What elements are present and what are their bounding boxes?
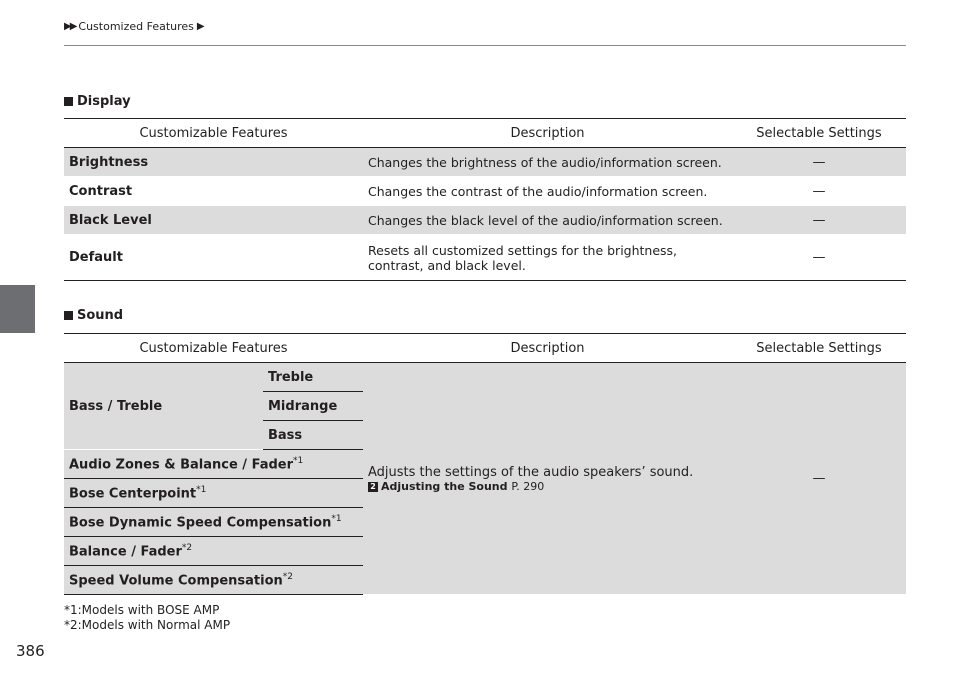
table-row: Balance / Fader$^{*2}$ [64, 537, 906, 566]
table-row: Bass [64, 421, 906, 450]
header-divider [64, 45, 906, 46]
table-row: Midrange [64, 392, 906, 421]
reference-arrow-icon: 2 [368, 482, 378, 492]
table-row: Default Resets all customized settings for the brightness, contrast, and black level. — [64, 235, 906, 281]
table-row: Contrast Changes the contrast of the audio/information screen. — [64, 177, 906, 206]
cross-reference[interactable]: 2 Adjusting the Sound P. 290 [368, 480, 732, 493]
sound-description: Adjusts the settings of the audio speakers’ sound. 2 Adjusting the Sound P. 290 [363, 363, 732, 595]
table-row: Bass / Treble Treble Adjusts the settings of the audio speakers’ sound. 2 Adjusting the Sound P. 290 — [64, 363, 906, 392]
display-table [64, 118, 906, 281]
chapter-label [11, 296, 25, 386]
breadcrumb-label[interactable]: Customized Features [78, 20, 194, 33]
chevron-right-icon: ▶▶ [64, 21, 76, 32]
bullet-square-icon [64, 97, 73, 106]
footnote: *1:Models with BOSE AMP [64, 603, 220, 617]
table-row: Audio Zones & Balance / Fader$^{*1}$ [64, 450, 906, 479]
table-row: Bose Centerpoint$^{*1}$ [64, 479, 906, 508]
section-title-display: Display [64, 94, 131, 109]
breadcrumb [64, 20, 203, 33]
table-row: Speed Volume Compensation$^{*2}$ [64, 566, 906, 595]
table-header-row: Customizable Features Description Selectable Settings [64, 119, 906, 148]
page-number: 386 [16, 642, 45, 660]
sound-table [64, 333, 906, 595]
table-row: Brightness Changes the brightness of the audio/information screen. — [64, 148, 906, 177]
bullet-square-icon [64, 311, 73, 320]
table-row: Bose Dynamic Speed Compensation$^{*1}$ [64, 508, 906, 537]
table-header-row: Customizable Features Description Selectable Settings [64, 334, 906, 363]
section-title-sound: Sound [64, 308, 123, 323]
chevron-right-icon: ▶ [196, 21, 203, 32]
footnote: *2:Models with Normal AMP [64, 618, 231, 632]
table-row: Black Level Changes the black level of the audio/information screen. — [64, 206, 906, 235]
